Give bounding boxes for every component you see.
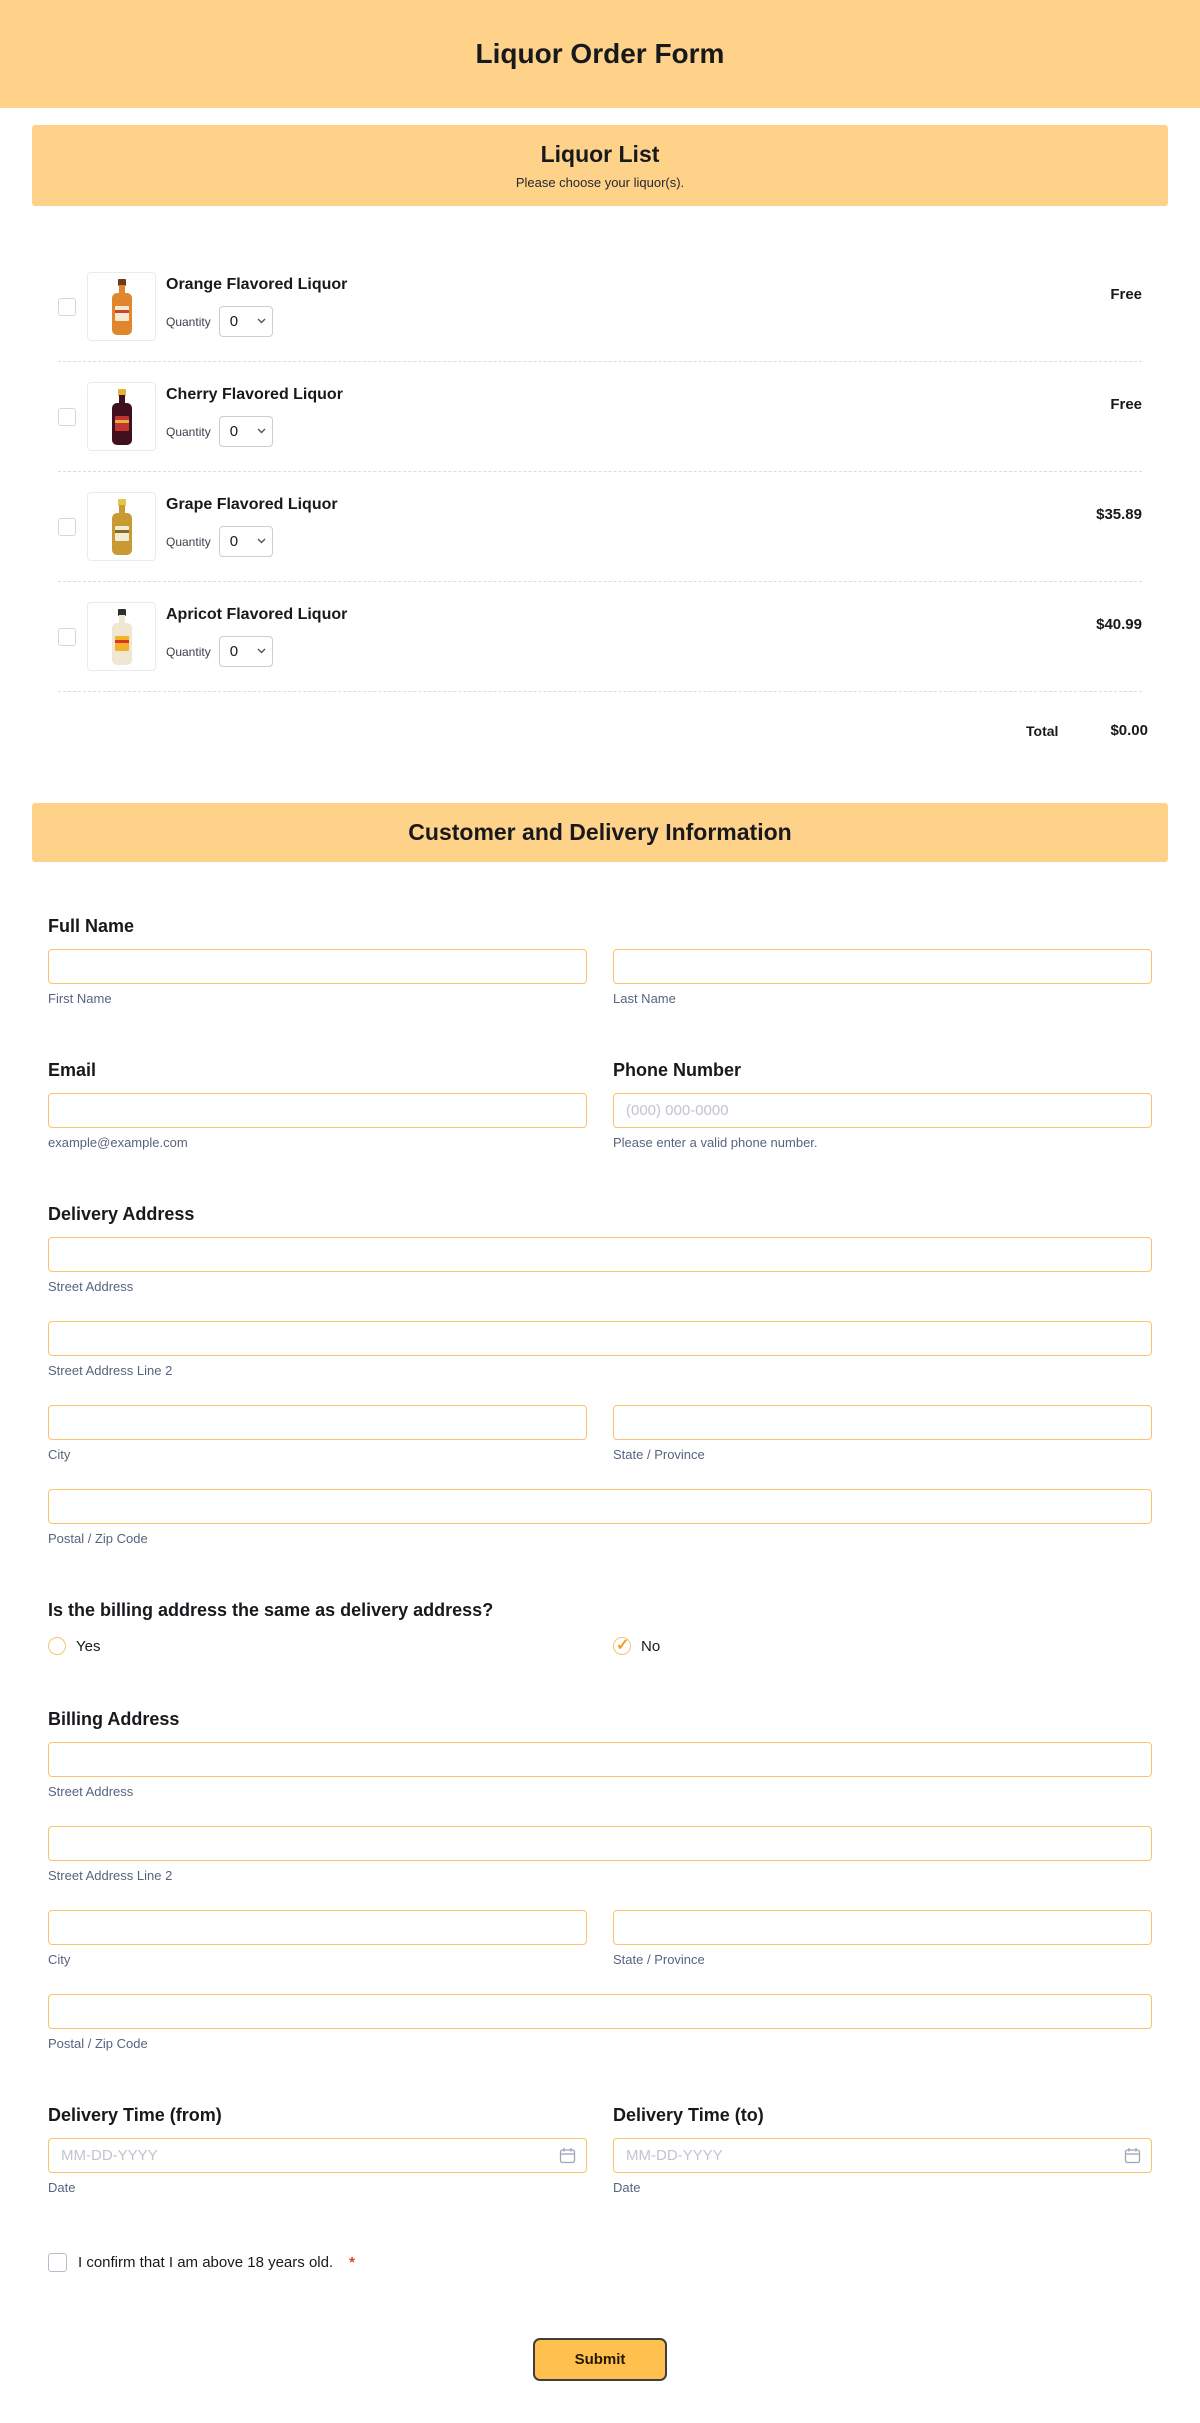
delivery-street2-sublabel: Street Address Line 2 bbox=[48, 1363, 173, 1378]
form-header-banner bbox=[0, 0, 1200, 108]
submit-button[interactable]: Submit bbox=[533, 2338, 668, 2381]
radio-no-icon[interactable] bbox=[613, 1637, 631, 1655]
submit-row bbox=[48, 2338, 1152, 2423]
form-body bbox=[32, 125, 1168, 2423]
product-row-grape bbox=[58, 472, 1142, 582]
last-name-sublabel: Last Name bbox=[613, 991, 676, 1006]
billing-street-input[interactable] bbox=[48, 1742, 1152, 1777]
product-checkbox-grape[interactable] bbox=[58, 518, 76, 536]
cherry-liquor-bottle-image bbox=[87, 382, 156, 451]
billing-same-label: Is the billing address the same as delivery address? bbox=[48, 1600, 494, 1620]
phone-label: Phone Number bbox=[613, 1060, 742, 1080]
total-label: Total bbox=[1026, 722, 1059, 739]
grape-liquor-bottle-image bbox=[87, 492, 156, 561]
total-value: $0.00 bbox=[1110, 722, 1148, 739]
delivery-postal-sublabel: Postal / Zip Code bbox=[48, 1531, 148, 1546]
liquor-list-subtitle: Please choose your liquor(s). bbox=[515, 175, 685, 190]
customer-info-title: Customer and Delivery Information bbox=[408, 819, 792, 845]
billing-address-group bbox=[48, 1709, 1152, 2051]
liquor-list-section bbox=[32, 125, 1168, 757]
quantity-select[interactable] bbox=[219, 306, 273, 337]
product-row-orange bbox=[58, 252, 1142, 362]
billing-city-field bbox=[48, 1910, 587, 1967]
product-name: Grape Flavored Liquor bbox=[166, 496, 338, 513]
delivery-time-from-sublabel: Date bbox=[48, 2180, 76, 2195]
bottle-icon bbox=[99, 277, 145, 337]
delivery-time-to-sublabel: Date bbox=[613, 2180, 641, 2195]
quantity-select[interactable] bbox=[219, 526, 273, 557]
delivery-postal-input[interactable] bbox=[48, 1489, 1152, 1524]
delivery-state-input[interactable] bbox=[613, 1405, 1152, 1440]
delivery-street2-input[interactable] bbox=[48, 1321, 1152, 1356]
phone-field bbox=[613, 1060, 1152, 1150]
billing-street2-sublabel: Street Address Line 2 bbox=[48, 1868, 173, 1883]
product-checkbox-cherry[interactable] bbox=[58, 408, 76, 426]
product-quantity bbox=[166, 636, 347, 667]
age-confirm-label: I confirm that I am above 18 years old. bbox=[78, 2254, 334, 2271]
delivery-street-input[interactable] bbox=[48, 1237, 1152, 1272]
product-info bbox=[166, 496, 338, 557]
liquor-list-title: Liquor List bbox=[540, 141, 660, 167]
age-confirm-row bbox=[48, 2253, 1152, 2272]
product-row-cherry bbox=[58, 362, 1142, 472]
quantity-select-control[interactable] bbox=[219, 636, 273, 667]
delivery-state-sublabel: State / Province bbox=[613, 1447, 705, 1462]
delivery-time-to-label: Delivery Time (to) bbox=[613, 2105, 764, 2125]
delivery-street-sublabel: Street Address bbox=[48, 1279, 134, 1294]
delivery-address-label: Delivery Address bbox=[48, 1204, 195, 1224]
delivery-street2-field bbox=[48, 1321, 1152, 1378]
delivery-city-input[interactable] bbox=[48, 1405, 587, 1440]
email-sublabel: example@example.com bbox=[48, 1135, 188, 1150]
billing-state-sublabel: State / Province bbox=[613, 1952, 705, 1967]
phone-sublabel: Please enter a valid phone number. bbox=[613, 1135, 818, 1150]
product-list bbox=[32, 252, 1168, 692]
customer-info-section bbox=[32, 803, 1168, 2423]
product-checkbox-apricot[interactable] bbox=[58, 628, 76, 646]
delivery-time-from-field bbox=[48, 2105, 587, 2195]
product-price: $40.99 bbox=[1096, 616, 1142, 633]
billing-state-input[interactable] bbox=[613, 1910, 1152, 1945]
product-price: Free bbox=[1110, 396, 1142, 413]
product-price: Free bbox=[1110, 286, 1142, 303]
delivery-time-to-date bbox=[613, 2138, 1152, 2173]
delivery-time-to-input[interactable] bbox=[613, 2138, 1152, 2173]
liquor-list-banner bbox=[32, 125, 1168, 206]
quantity-label: Quantity bbox=[166, 314, 211, 329]
bottle-icon bbox=[99, 607, 145, 667]
delivery-city-field bbox=[48, 1405, 587, 1462]
form-title: Liquor Order Form bbox=[475, 38, 725, 69]
phone-input[interactable] bbox=[613, 1093, 1152, 1128]
required-asterisk: * bbox=[349, 2254, 355, 2271]
first-name-field bbox=[48, 949, 587, 1006]
age-confirm-checkbox[interactable] bbox=[48, 2253, 67, 2272]
apricot-liquor-bottle-image bbox=[87, 602, 156, 671]
billing-same-no-option[interactable] bbox=[613, 1637, 1152, 1655]
product-name: Orange Flavored Liquor bbox=[166, 276, 348, 293]
quantity-select-control[interactable] bbox=[219, 416, 273, 447]
full-name-label: Full Name bbox=[48, 916, 135, 936]
delivery-time-group bbox=[48, 2105, 1152, 2195]
last-name-field bbox=[613, 949, 1152, 1006]
delivery-time-from-date bbox=[48, 2138, 587, 2173]
email-field bbox=[48, 1060, 587, 1150]
delivery-time-from-input[interactable] bbox=[48, 2138, 587, 2173]
quantity-select-control[interactable] bbox=[219, 526, 273, 557]
billing-postal-input[interactable] bbox=[48, 1994, 1152, 2029]
billing-postal-field bbox=[48, 1994, 1152, 2051]
orange-liquor-bottle-image bbox=[87, 272, 156, 341]
bottle-icon bbox=[99, 387, 145, 447]
full-name-group bbox=[48, 916, 1152, 1006]
billing-city-sublabel: City bbox=[48, 1952, 71, 1967]
product-price: $35.89 bbox=[1096, 506, 1142, 523]
order-total bbox=[32, 692, 1168, 757]
product-row-apricot bbox=[58, 582, 1142, 692]
billing-street2-input[interactable] bbox=[48, 1826, 1152, 1861]
quantity-label: Quantity bbox=[166, 534, 211, 549]
delivery-address-group bbox=[48, 1204, 1152, 1546]
product-name: Cherry Flavored Liquor bbox=[166, 386, 343, 403]
delivery-city-sublabel: City bbox=[48, 1447, 71, 1462]
quantity-select[interactable] bbox=[219, 636, 273, 667]
billing-address-label: Billing Address bbox=[48, 1709, 180, 1729]
billing-state-field bbox=[613, 1910, 1152, 1967]
billing-street-sublabel: Street Address bbox=[48, 1784, 134, 1799]
last-name-input[interactable] bbox=[613, 949, 1152, 984]
customer-info-banner bbox=[32, 803, 1168, 862]
product-info bbox=[166, 276, 347, 337]
quantity-select[interactable] bbox=[219, 416, 273, 447]
delivery-time-from-label: Delivery Time (from) bbox=[48, 2105, 222, 2125]
radio-no-label: No bbox=[641, 1637, 661, 1655]
product-info bbox=[166, 386, 343, 447]
first-name-input[interactable] bbox=[48, 949, 587, 984]
product-name: Apricot Flavored Liquor bbox=[166, 606, 348, 623]
radio-yes-icon[interactable] bbox=[48, 1637, 66, 1655]
billing-street-field bbox=[48, 1742, 1152, 1799]
bottle-icon bbox=[99, 497, 145, 557]
billing-same-yes-option[interactable] bbox=[48, 1637, 587, 1655]
delivery-time-to-field bbox=[613, 2105, 1152, 2195]
quantity-label: Quantity bbox=[166, 424, 211, 439]
billing-postal-sublabel: Postal / Zip Code bbox=[48, 2036, 148, 2051]
email-phone-group bbox=[48, 1060, 1152, 1150]
delivery-postal-field bbox=[48, 1489, 1152, 1546]
billing-city-input[interactable] bbox=[48, 1910, 587, 1945]
quantity-label: Quantity bbox=[166, 644, 211, 659]
radio-yes-label: Yes bbox=[76, 1637, 101, 1655]
quantity-select-control[interactable] bbox=[219, 306, 273, 337]
billing-street2-field bbox=[48, 1826, 1152, 1883]
first-name-sublabel: First Name bbox=[48, 991, 112, 1006]
product-info bbox=[166, 606, 347, 667]
email-input[interactable] bbox=[48, 1093, 587, 1128]
product-checkbox-orange[interactable] bbox=[58, 298, 76, 316]
delivery-street-field bbox=[48, 1237, 1152, 1294]
product-quantity bbox=[166, 526, 338, 557]
customer-form bbox=[32, 916, 1168, 2423]
product-quantity bbox=[166, 416, 343, 447]
delivery-state-field bbox=[613, 1405, 1152, 1462]
billing-same-group bbox=[48, 1600, 1152, 1655]
product-quantity bbox=[166, 306, 347, 337]
email-label: Email bbox=[48, 1060, 97, 1080]
